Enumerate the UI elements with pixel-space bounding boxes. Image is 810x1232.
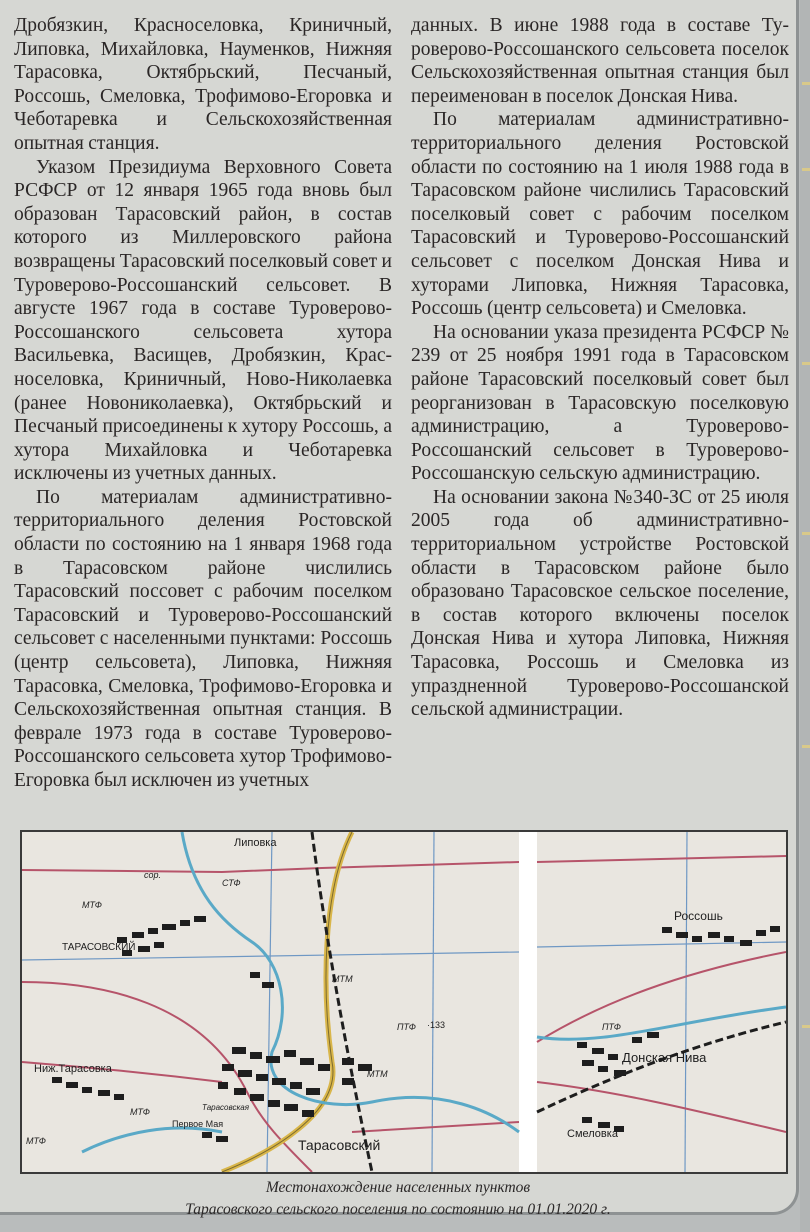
edge-stripe <box>800 0 810 1232</box>
map-label-niz-tarasovka: Ниж.Тарасовка <box>34 1063 112 1075</box>
left-column <box>14 14 392 793</box>
paragraph: На основании закона №340-ЗС от 25 июля 2005 года об административно-территориальном устройстве Ростовской области в Тарасовском районе было образовано Тарасовское сельское поселение, в состав которого включены поселок Донская Нива и хутора Липовка, Нижняя Тарасовка, Россошь и Смеловка из упраздненной Туроверово-Россошанской сельской администрации. <box>411 486 789 721</box>
map-gap <box>519 832 537 1172</box>
map-label-mtf: МТФ <box>26 1136 46 1146</box>
topographic-map <box>20 830 788 1174</box>
paragraph: По материалам административно-территориального деления Ростовской области по состоянию на 1 июля 1988 года в Тарасовском районе числились Тарасовский поселковый совет с рабочим поселком Тарасовский и Туроверово-Россошанский сельсовет с поселком Донская Нива и хуторами Липовка, Нижняя Тарасовка, Россошь (центр сельсовета) и Смеловка. <box>411 109 789 320</box>
map-label-height: ·133 <box>427 1020 446 1030</box>
map-svg <box>22 832 786 1172</box>
paragraph: данных. В июне 1988 года в составе Туроверово-Россошанского сельсовета поселок Сельскохозяйственная опытная станция был переименован в поселок Донская Нива. <box>411 15 789 107</box>
map-caption <box>0 1177 796 1221</box>
map-label-lipovka: Липовка <box>234 837 277 849</box>
paragraph: По материалам административно-территориального деления Ростовской области по состоянию на 1 января 1968 года в Тарасовском районе числились Тарасовский поссовет с рабочим поселком Тарасовский и Туроверово-Россошанский сельсовет с населенными пунктами: Россошь (центр сельсовета), Липовка, Нижняя Тарасовка, Смеловка, Трофимово-Егоровка и Сельскохозяйственная опытная станция. В феврале 1973 года в составе Туроверово-Россошанского сельсовета хутор Трофимово-Егоровка был исключен из учетных <box>14 486 392 791</box>
map-label-sor: сор. <box>144 870 162 880</box>
map-label-rossosh: Россошь <box>674 909 723 923</box>
paragraph: Указом Президиума Верховного Совета РСФСР от 12 января 1965 года вновь был образован Тарасовский район, в состав которого из Миллеровского района возвращены Тарасовский поселковый совет и Туроверово-Россошанский сельсовет. В августе 1967 года в составе Туроверово-Россошанского сельсовета хутора Васильевка, Васищев, Дробязкин, Красноселовка, Криничный, Ново-Николаевка (ранее Новониколаевка), Октябрьский и Песчаный присоединены к хутору Россошь, а хутора Михайловка и Чеботаревка исключены из учетных данных. <box>14 156 392 485</box>
right-column <box>411 14 789 722</box>
map-label-mtf: МТФ <box>130 1107 150 1117</box>
map-label-mtm: МТМ <box>332 974 353 984</box>
caption-line-1: Местонахождение населенных пунктов <box>265 1179 531 1196</box>
paragraph: Дробязкин, Красноселовка, Криничный, Липовка, Михайловка, Науменков, Нижняя Тарасовка, Октябрьский, Песчаный, Россошь, Смеловка, Трофимово-Егоровка и Чеботаревка и Сельскохозяйственная опытная станция. <box>14 15 392 154</box>
text-columns <box>14 14 789 814</box>
map-label-tarasovskaya: Тарасовская <box>202 1103 250 1112</box>
map-label-donskaya-niva: Донская Нива <box>622 1050 707 1065</box>
map-label-ptf: ПТФ <box>397 1022 416 1032</box>
caption-line-2: Тарасовского сельского поселения по состоянию на 01.01.2020 г. <box>185 1201 611 1218</box>
map-label-tarasovsky-town: Тарасовский <box>298 1137 381 1153</box>
map-label-tarasovsky-upper: ТАРАСОВСКИЙ <box>62 942 136 953</box>
map-label-smelovka: Смеловка <box>567 1128 618 1140</box>
map-label-stf: СТФ <box>222 878 241 888</box>
paragraph: На основании указа президента РСФСР № 239 от 25 ноября 1991 года в Тарасовском районе Тарасовский поселковый совет был реорганизован в Тарасовскую поселковую администрацию, а Туроверово-Россошанский сельсовет в Туроверово-Россошанскую сельскую администрацию. <box>411 321 789 485</box>
map-label-ptf: ПТФ <box>602 1022 621 1032</box>
map-label-mtm: МТМ <box>367 1069 388 1079</box>
map-label-mtf: МТФ <box>82 900 102 910</box>
map-label-pervoe-maya: Первое Мая <box>172 1119 224 1129</box>
